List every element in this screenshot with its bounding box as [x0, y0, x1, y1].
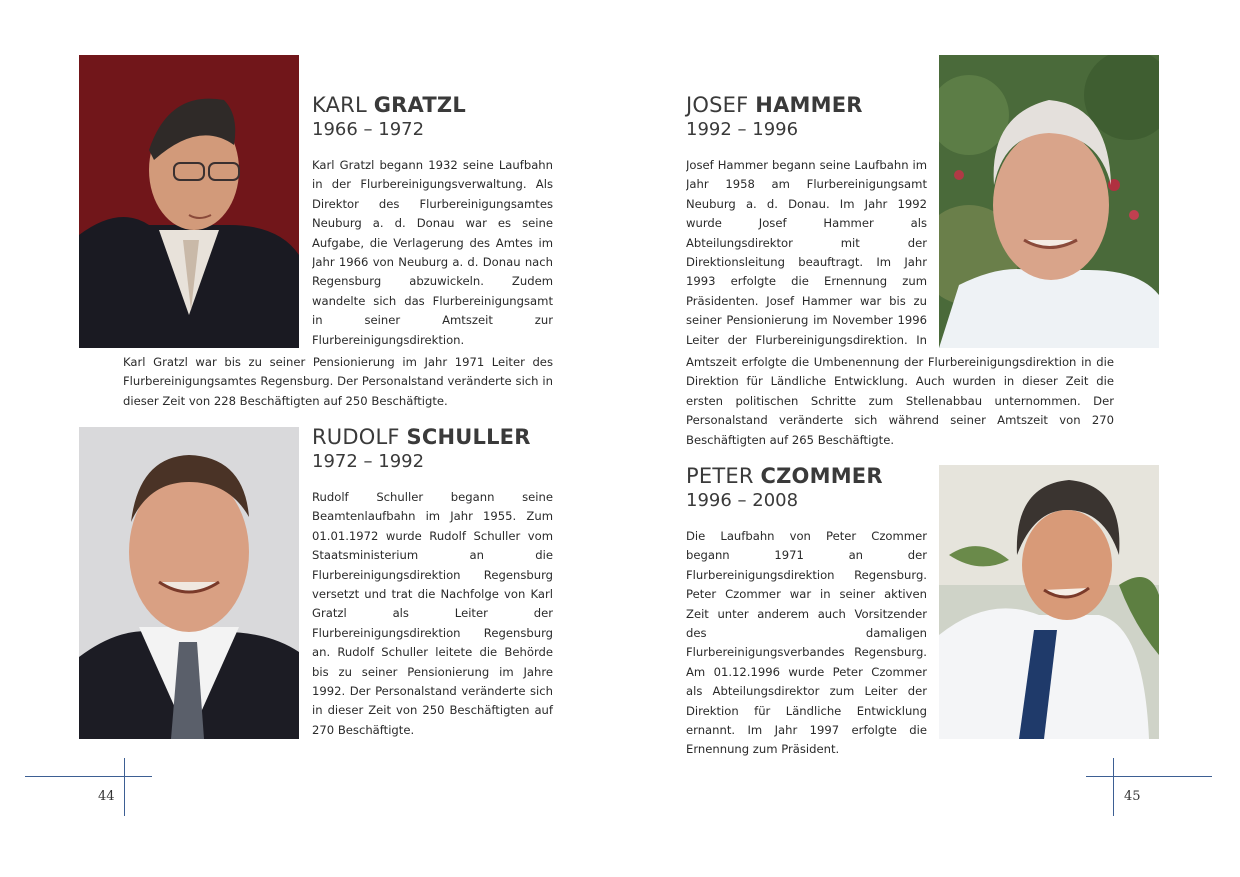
- bio-text-continued: Karl Gratzl war bis zu seiner Pensionierung im Jahr 1971 Leiter des Flurbereinigungsamtes Regensburg. Der Personalstand veränderte sich in dieser Zeit von 228 Beschäftigten auf 250 Beschäftigte.: [123, 355, 553, 408]
- peter-czommer-bio: [686, 464, 927, 760]
- bio-text: Rudolf Schuller begann seine Beamtenlaufbahn im Jahr 1955. Zum 01.01.1972 wurde Rudolf Schuller vom Staatsministerium an die Flurbereinigungsdirektion Regensburg versetzt und trat die Nachfolge von Karl Gratzl als Leiter der Flurbereinigungsdirektion Regensburg an. Rudolf Schuller leitete die Behörde bis zu seiner Pensionierung im Jahre 1992. Der Personalstand veränderte sich in dieser Zeit von 250 Beschäftigten auf 270 Beschäftigte.: [312, 490, 553, 737]
- crop-mark-right-horizontal: [1086, 776, 1212, 777]
- bio-text: Die Laufbahn von Peter Czommer begann 1971 an der Flurbereinigungsdirektion Regensburg. Peter Czommer war in seiner aktiven Zeit unter anderem auch Vorsitzender des damaligen Flurbereinigungsverbandes Regensburg. Am 01.12.1996 wurde Peter Czommer als Abteilungsdirektor zum Leiter der Direktion für Ländliche Entwicklung ernannt. Im Jahr 1997 erfolgte die Ernennung zum Präsident.: [686, 529, 927, 757]
- term-years: 1972 – 1992: [312, 451, 425, 472]
- crop-mark-left-horizontal: [25, 776, 152, 777]
- bio-text-continued: Amtszeit erfolgte die Umbenennung der Flurbereinigungsdirektion in die Direktion für Ländliche Entwicklung. Auch wurden in dieser Zeit die ersten politischen Schritte zum Stellenabbau unternommen. Der Personalstand veränderte sich während seiner Amtszeit von 270 Beschäftigten auf 265 Beschäftigte.: [686, 355, 1114, 447]
- bio-text: Josef Hammer begann seine Laufbahn im Jahr 1958 am Flurbereinigungsamt Neuburg a. d. Donau. Im Jahr 1992 wurde Josef Hammer als Abteilungsdirektor mit der Direktionsleitung beauftragt. Im Jahr 1993 erfolgte die Ernennung zum Präsidenten. Josef Hammer war bis zu seiner Pensionierung im November 1996 Leiter der Flurbereinigungsdirektion. In: [686, 158, 927, 347]
- josef-hammer-photo: [939, 55, 1159, 348]
- crop-mark-right-vertical: [1113, 758, 1114, 816]
- person-name: JOSEF HAMMER: [686, 93, 863, 117]
- josef-hammer-bio: [686, 93, 927, 350]
- person-name: PETER CZOMMER: [686, 464, 883, 488]
- bio-text: Karl Gratzl begann 1932 seine Laufbahn in der Flurbereinigungsverwaltung. Als Direktor des Flurbereinigungsamtes Neuburg a. d. Donau war es seine Aufgabe, die Verlagerung des Amtes im Jahr 1966 von Neuburg a. d. Donau nach Regensburg abzuwickeln. Zudem wandelte sich das Flurbereinigungsamt in seiner Amtszeit zur Flurbereinigungsdirektion.: [312, 158, 553, 347]
- term-years: 1966 – 1972: [312, 119, 425, 140]
- term-years: 1992 – 1996: [686, 119, 799, 140]
- peter-czommer-photo: [939, 465, 1159, 739]
- rudolf-schuller-bio: [312, 425, 553, 740]
- person-name: KARL GRATZL: [312, 93, 466, 117]
- page-number-right: 45: [1124, 789, 1141, 804]
- page-number-left: 44: [98, 789, 115, 804]
- karl-gratzl-photo: [79, 55, 299, 348]
- karl-gratzl-bio: [312, 93, 553, 350]
- person-name: RUDOLF SCHULLER: [312, 425, 531, 449]
- crop-mark-left-vertical: [124, 758, 125, 816]
- rudolf-schuller-photo: [79, 427, 299, 739]
- term-years: 1996 – 2008: [686, 490, 799, 511]
